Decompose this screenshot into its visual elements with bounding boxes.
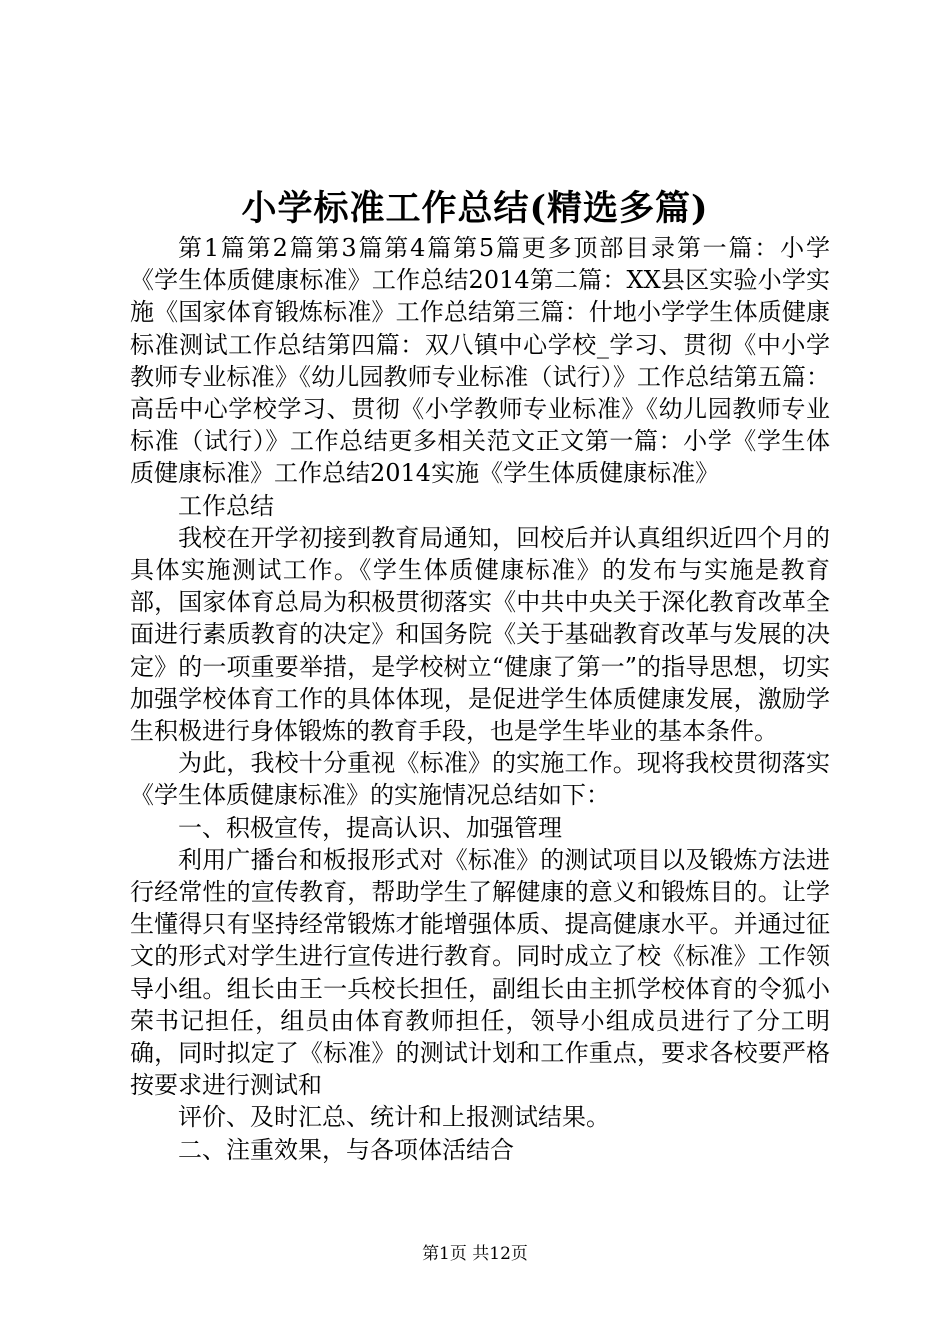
paragraph-table-of-contents: 第1篇第2篇第3篇第4篇第5篇更多顶部目录第一篇：小学《学生体质健康标准》工作总结2014第二篇：XX县区实验小学实施《国家体育锻炼标准》工作总结第三篇：什地小学学生体质健康标准测试工作总结第四篇：双八镇中心学校_学习、贯彻《中小学教师专业标准》《幼儿园教师专业标准（试行）》工作总结第五篇：高岳中心学校学习、贯彻《小学教师专业标准》《幼儿园教师专业标准（试行）》工作总结更多相关范文正文第一篇：小学《学生体质健康标准》工作总结2014实施《学生体质健康标准》	[130, 234, 830, 488]
paragraph-heading-summary: 工作总结	[178, 491, 274, 520]
document-title: 小学标准工作总结(精选多篇)	[241, 188, 709, 229]
document-body	[130, 232, 830, 1166]
page-number-footer: 第1页 共12页	[422, 1244, 528, 1264]
paragraph-section-1: 利用广播台和板报形式对《标准》的测试项目以及锻炼方法进行经常性的宣传教育，帮助学生了解健康的意义和锻炼目的。让学生懂得只有坚持经常锻炼才能增强体质、提高健康水平。并通过征文的形式对学生进行宣传进行教育。同时成立了校《标准》工作领导小组。组长由王一兵校长担任，副组长由主抓学校体育的令狐小荣书记担任，组员由体育教师担任，领导小组成员进行了分工明确，同时拟定了《标准》的测试计划和工作重点，要求各校要严格按要求进行测试和	[130, 845, 830, 1100]
paragraph-introduction: 我校在开学初接到教育局通知，回校后并认真组织近四个月的具体实施测试工作。《学生体质健康标准》的发布与实施是教育部，国家体育总局为积极贯彻落实《中共中央关于深化教育改革全面进行素质教育的决定》和国务院《关于基础教育改革与发展的决定》的一项重要举措，是学校树立“健康了第一”的指导思想，切实加强学校体育工作的具体体现，是促进学生体质健康发展，激励学生积极进行身体锻炼的教育手段，也是学生毕业的基本条件。	[130, 523, 830, 746]
section-heading-1: 一、积极宣传，提高认识、加强管理	[178, 813, 562, 842]
paragraph-overview: 为此，我校十分重视《标准》的实施工作。现将我校贯彻落实《学生体质健康标准》的实施情况总结如下：	[130, 749, 830, 810]
paragraph-continuation: 评价、及时汇总、统计和上报测试结果。	[178, 1103, 610, 1132]
section-heading-2: 二、注重效果，与各项体活结合	[178, 1135, 514, 1164]
